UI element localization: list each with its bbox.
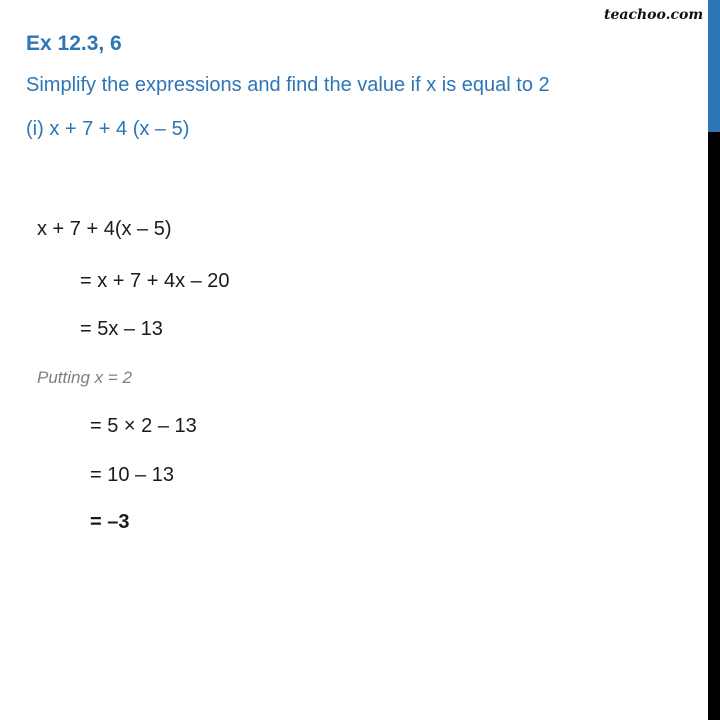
given-expression: x + 7 + 4(x – 5) [37,218,172,240]
exercise-title: Ex 12.3, 6 [26,32,122,55]
substitution-note: Putting x = 2 [37,368,132,387]
step-simplify: = 5x – 13 [80,318,163,340]
question-part: (i) x + 7 + 4 (x – 5) [26,118,190,140]
step-expand: = x + 7 + 4x – 20 [80,270,230,292]
final-answer: = –3 [90,511,130,533]
teachoo-logo: teachoo.com [604,7,704,23]
step-multiply: = 10 – 13 [90,464,174,486]
step-substitute: = 5 × 2 – 13 [90,415,197,437]
question-text: Simplify the expressions and find the value if x is equal to 2 [26,74,550,96]
side-bar-accent [708,0,720,132]
